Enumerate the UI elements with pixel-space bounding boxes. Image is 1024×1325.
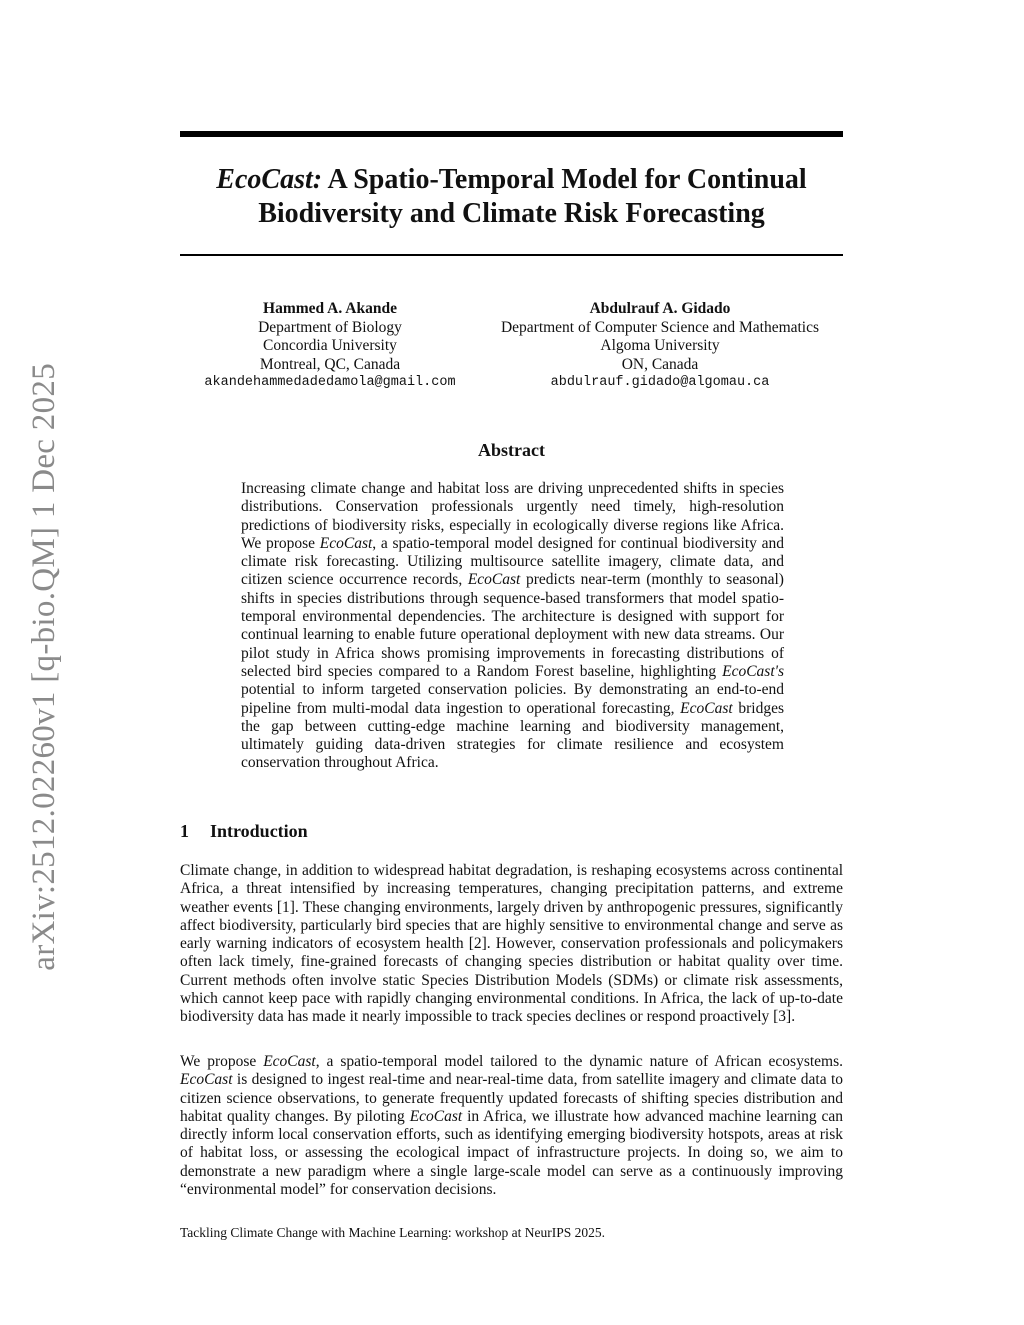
venue-footnote: Tackling Climate Change with Machine Learning: workshop at NeurIPS 2025.	[180, 1225, 605, 1240]
author-name: Abdulrauf A. Gidado	[589, 300, 731, 317]
intro-paragraph-2	[180, 1053, 843, 1199]
author-block-1	[190, 300, 470, 393]
paragraph-text: , a spatio-temporal model tailored to the dynamic nature of African ecosystems.	[315, 1053, 843, 1070]
author-location: Montreal, QC, Canada	[259, 355, 401, 373]
intro-paragraph-1: Climate change, in addition to widespread habitat degradation, is reshaping ecosystems across continental Africa, a threat intensified by increasing temperatures, changing precipitation patterns, and extreme weather events [1]. These changing environments, largely driven by anthropogenic pressures, significantly affect biodiversity, particularly bird species that are highly sensitive to environmental change and serve as early warning indicators of ecosystem health [2]. However, conservation professionals and policymakers often lack timely, fine-grained forecasts of changing species distribution or habitat quality over time. Current methods often involve static Species Distribution Models (SDMs) or climate risk assessments, which cannot keep pace with rapidly changing environmental conditions. In Africa, the lack of up-to-date biodiversity data has made it nearly impossible to track species declines or respond proactively [3].	[180, 862, 843, 1026]
abstract-text: , a spatio-temporal model designed for continual biodiversity and climate risk forecasting. Utilizing multisource satellite imagery, climate data, and citizen science occurrence records,	[241, 534, 784, 589]
paragraph-model-name: EcoCast	[180, 1071, 233, 1089]
arxiv-identifier-stamp	[8, 352, 80, 982]
abstract-text: Increasing climate change and habitat loss are driving unprecedented shifts in species distributions. Conservation professionals urgently need timely, high-resolution predictions of biodiversity risks, especially in ecologically diverse regions like Africa. We propose	[241, 480, 784, 552]
title-top-rule	[180, 131, 843, 137]
title-italic-name: EcoCast:	[216, 164, 323, 195]
author-email[interactable]: akandehammedadedamola@gmail.com	[204, 375, 456, 390]
paragraph-text: in Africa, we illustrate how advanced machine learning can directly inform local conservation efforts, such as identifying emerging biodiversity hotspots, areas at risk of habitat loss, or assessing the ecological impact of infrastructure projects. In doing so, we aim to demonstrate a new paradigm where a single large-scale model can serve as a continuously improving “environmental model” for conservation decisions.	[180, 1107, 843, 1199]
author-name: Hammed A. Akande	[263, 300, 397, 317]
title-line2: Biodiversity and Climate Risk Forecasting	[258, 198, 765, 229]
author-institution: Algoma University	[600, 337, 720, 354]
abstract-model-name: EcoCast	[319, 534, 373, 552]
author-department: Department of Computer Science and Mathematics	[500, 318, 820, 336]
abstract-text: predicts near-term (monthly to seasonal) shifts in species distributions through sequence-based transformers that model spatio-temporal environmental dependencies. The architecture is designed with support for continual learning to enable future operational deployment with new data streams. Our pilot study in Africa shows promising improvements in forecasting distributions of selected bird species compared to a Random Forest baseline, highlighting	[241, 571, 784, 680]
author-block-2	[485, 300, 835, 393]
author-institution: Concordia University	[263, 337, 397, 354]
abstract-model-name: EcoCast's	[722, 662, 784, 680]
abstract-model-name: EcoCast	[467, 571, 521, 589]
abstract-heading: Abstract	[478, 440, 545, 460]
section-title: Introduction	[210, 821, 308, 841]
abstract-body	[241, 480, 784, 773]
abstract-text: bridges the gap between cutting-edge machine learning and biodiversity management, ultimately guiding data-driven strategies for climate resilience and ecosystem conservation throughout Africa.	[241, 699, 784, 772]
abstract-model-name: EcoCast	[680, 699, 733, 717]
paragraph-text: is designed to ingest real-time and near-real-time data, from satellite imagery and climate data to citizen science observations, to generate frequently updated forecasts of shifting species distribution and habitat quality changes. By piloting	[180, 1071, 843, 1125]
title-line1-rest: A Spatio-Temporal Model for Continual	[322, 164, 807, 195]
paragraph-text: We propose	[180, 1053, 264, 1070]
paragraph-model-name: EcoCast	[263, 1053, 316, 1070]
abstract-text: potential to inform targeted conservation policies. By demonstrating an end-to-end pipeline from multi-modal data ingestion to operational forecasting,	[241, 681, 784, 717]
title-bottom-rule	[180, 254, 843, 256]
paper-title	[180, 163, 843, 231]
arxiv-identifier-text: arXiv:2512.02260v1 [q-bio.QM] 1 Dec 2025	[25, 363, 62, 971]
section-number: 1	[180, 821, 189, 841]
section-heading-introduction	[180, 821, 308, 842]
author-location: ON, Canada	[621, 355, 699, 373]
author-email[interactable]: abdulrauf.gidado@algomau.ca	[550, 375, 770, 390]
paragraph-model-name: EcoCast	[409, 1107, 463, 1125]
author-department: Department of Biology	[258, 318, 402, 336]
